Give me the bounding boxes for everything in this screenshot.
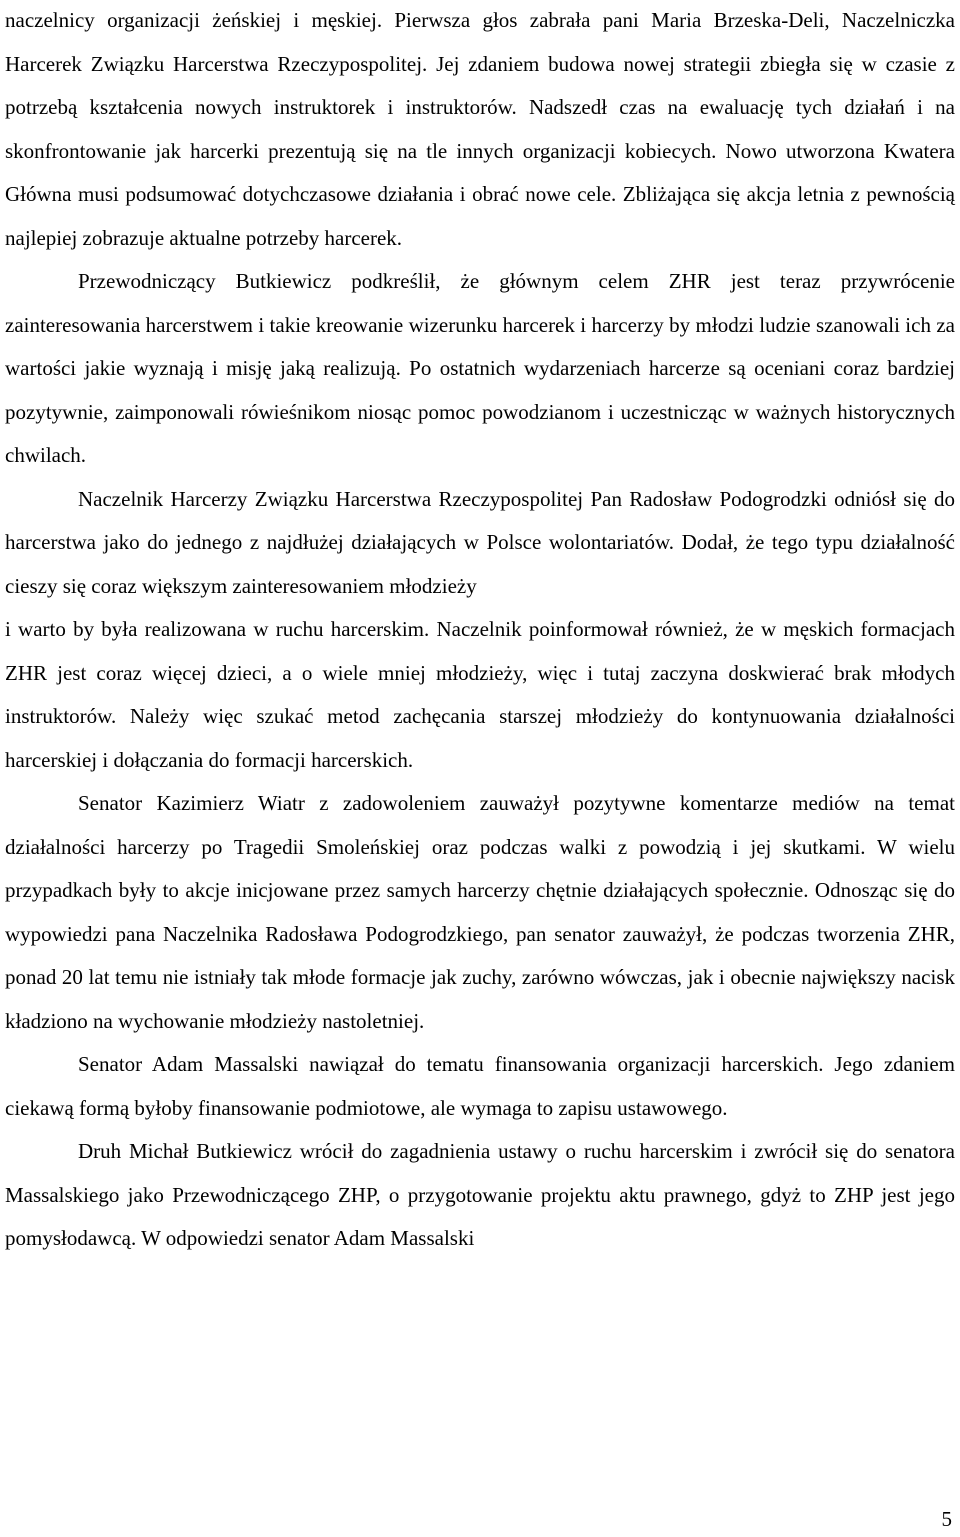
paragraph-2: Przewodniczący Butkiewicz podkreślił, że głównym celem ZHR jest teraz przywrócenie zainteresowania harcerstwem i takie kreowanie wizerunku harcerek i harcerzy by młodzi ludzie szanowali ich za wartości jakie wyznają i misję jaką realizują. Po ostatnich wydarzeniach harcerze są oceniani coraz bardziej pozytywnie, zaimponowali rówieśnikom niosąc pomoc powodzianom i uczestnicząc w ważnych historycznych chwilach. bbox=[5, 269, 955, 467]
page-number: 5 bbox=[941, 1507, 952, 1531]
document-page bbox=[5, 0, 955, 1261]
paragraph-5: Senator Kazimierz Wiatr z zadowoleniem zauważył pozytywne komentarze mediów na temat działalności harcerzy po Tragedii Smoleńskiej oraz podczas walki z powodzią i jej skutkami. W wielu przypadkach były to akcje inicjowane przez samych harcerzy chętnie działających społecznie. Odnosząc się do wypowiedzi pana Naczelnika Radosława Podogrodzkiego, pan senator zauważył, że podczas tworzenia ZHR, ponad 20 lat temu nie istniały tak młode formacje jak zuchy, zarówno wówczas, jak i obecnie największy nacisk kładziono na wychowanie młodzieży nastoletniej. bbox=[5, 791, 955, 1033]
paragraph-3: Naczelnik Harcerzy Związku Harcerstwa Rzeczypospolitej Pan Radosław Podogrodzki odniósł się do harcerstwa jako do jednego z najdłużej działających w Polsce wolontariatów. Dodał, że tego typu działalność cieszy się coraz większym zainteresowaniem młodzieży bbox=[5, 486, 955, 598]
paragraph-4: i warto by była realizowana w ruchu harcerskim. Naczelnik poinformował również, że w męskich formacjach ZHR jest coraz więcej dzieci, a o wiele mniej młodzieży, więc i tutaj zaczyna doskwierać brak młodych instruktorów. Należy więc szukać metod zachęcania starszej młodzieży do kontynuowania działalności harcerskiej i dołączania do formacji harcerskich. bbox=[5, 617, 955, 772]
paragraph-1: naczelnicy organizacji żeńskiej i męskiej. Pierwsza głos zabrała pani Maria Brzeska-Deli, Naczelniczka Harcerek Związku Harcerstwa Rzeczypospolitej. Jej zdaniem budowa nowej strategii zbiegła się w czasie z potrzebą kształcenia nowych instruktorek i instruktorów. Nadszedł czas na ewaluację tych działań i na skonfrontowanie jak harcerki prezentują się na tle innych organizacji kobiecych. Nowo utworzona Kwatera Główna musi podsumować dotychczasowe działania i obrać nowe cele. Zbliżająca się akcja letnia z pewnością najlepiej zobrazuje aktualne potrzeby harcerek. bbox=[5, 8, 955, 250]
paragraph-6: Senator Adam Massalski nawiązał do tematu finansowania organizacji harcerskich. Jego zdaniem ciekawą formą byłoby finansowanie podmiotowe, ale wymaga to zapisu ustawowego. bbox=[5, 1052, 955, 1120]
paragraph-7: Druh Michał Butkiewicz wrócił do zagadnienia ustawy o ruchu harcerskim i zwrócił się do senatora Massalskiego jako Przewodniczącego ZHP, o przygotowanie projektu aktu prawnego, gdyż to ZHP jest jego pomysłodawcą. W odpowiedzi senator Adam Massalski bbox=[5, 1139, 955, 1250]
